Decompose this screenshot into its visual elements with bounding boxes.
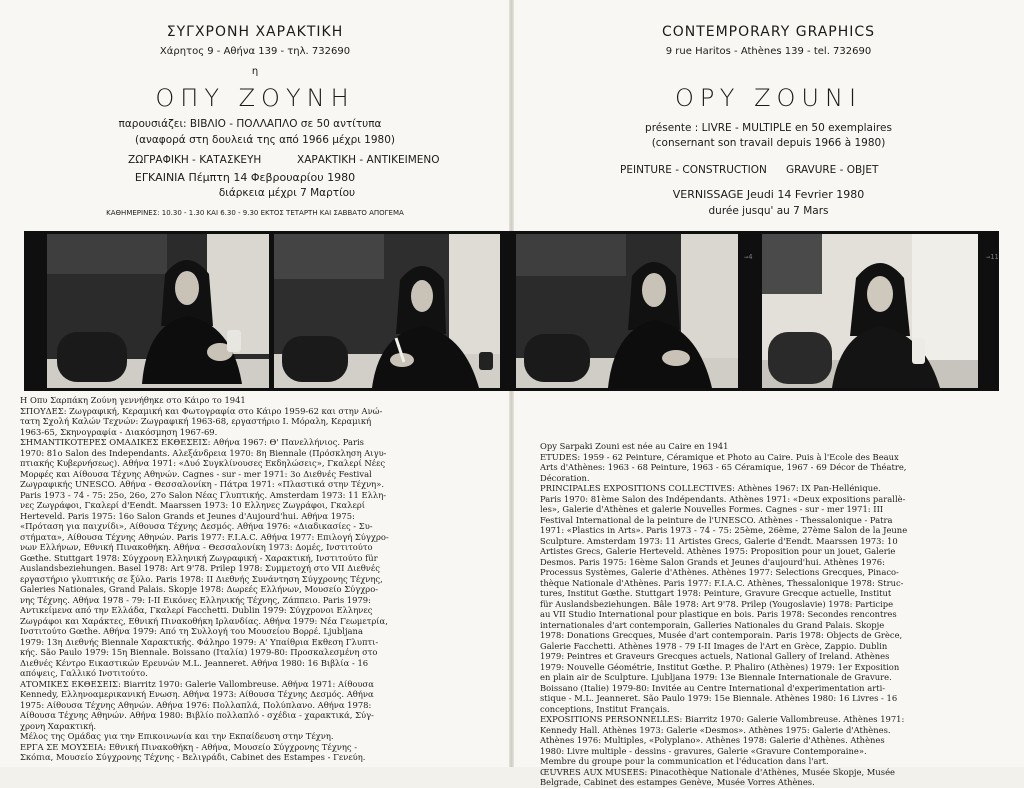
bio-line: EXPOSITIONS PERSONNELLES: Biarritz 1970: Galerie Vallombreuse. Athènes 1971: (540, 714, 905, 724)
bio-line: thèque Nationale d'Athènes. Paris 1977: F.I.A.C. Athènes, Thessalonique 1978: Struc- (540, 577, 904, 588)
present-line-french: présente : LIVRE - MULTIPLE en 50 exemplaires (645, 122, 892, 134)
bio-line: en plain air de Sculpture. Ljubljana 1979: 13e Biennale Internationale de Gravure. (540, 672, 892, 682)
bio-line: Belgrade, Cabinet des estampes Genève, Musée Vorres Athènes. (540, 777, 815, 787)
bio-line: 1980: Livre multiple - dessins - gravures, Galerie «Gravure Contemporaine». (540, 745, 867, 756)
biography-french (540, 441, 1000, 788)
bio-line: Αντικείμενα από την Ελλάδα, Γκαλερί Facchetti. Dublin 1979: Σύγχρονοι Ελληνες (20, 605, 373, 615)
bio-line: Σκόπια, Μουσείο Σύγχρονης Τέχνης - Βελιγράδι, Cabinet des Estampes - Γενεύη. (20, 752, 366, 762)
bio-line: Η Οπυ Σαρπάκη Ζούνη γεννήθηκε στο Κάιρο το 1941 (20, 395, 246, 405)
duration-french: durée jusqu' au 7 Mars (708, 205, 829, 217)
bio-line: ETUDES: 1959 - 62 Peinture, Céramique et Photo au Caire. Puis à l'Ecole des Beaux (540, 451, 899, 462)
bio-line: 1963-65, Σκηνογραφία - Διακόσμηση 1967-69. (20, 426, 218, 437)
bio-line: Paris 1973 - 74 - 75: 25o, 26o, 27o Salon Νέας Γλυπτικής. Amsterdam 1973: 11 Ελλη- (20, 489, 387, 500)
bio-line: Herteveld. Paris 1975: 16o Salon Grands et Jeunes d'Aujourd'hui. Αθήνα 1975: (20, 510, 355, 521)
bio-line: «Πρόταση για παιχνίδι», Αίθουσα Τέχνης Δεσμός. Αθήνα 1976: «Διαδικασίες - Συ- (20, 521, 373, 531)
bio-line: Ινστιτούτο Gœthe. Αθήνα 1979: Από τη Συλλογή του Μουσείου Βορρέ. Ljubljana (20, 626, 363, 636)
bio-line: ŒUVRES AUX MUSEES: Pinacothèque Nationale d'Athènes, Musée Skopje, Musée (540, 766, 895, 777)
opening-hours-greek: ΚΑΘΗΜΕΡΙΝΕΣ: 10.30 - 1.30 ΚΑΙ 6.30 - 9.30 ΕΚΤΟΣ ΤΕΤΑΡΤΗ ΚΑΙ ΣΑΒΒΑΤΟ ΑΠΟΓΕΜΑ (106, 209, 404, 217)
photo-frame-3 (516, 234, 738, 388)
bio-line: 1975: Αίθουσα Τέχνης Αθηνών. Αθήνα 1976: Πολλαπλά, Πολύπλανο. Αθήνα 1978: (20, 699, 372, 710)
bio-line: au VII Studio International pour plastique en bois. Paris 1978: Secondes rencontres (540, 609, 897, 619)
bio-line: Décoration. (540, 472, 590, 483)
duration-greek: διάρκεια μέχρι 7 Μαρτίου (218, 187, 356, 199)
bio-line: 1979: Nouvelle Géométrie, Institut Gœthe. P. Phaliro (Athènes) 1979: 1er Exposition (540, 661, 900, 672)
frame-mark: →4 (744, 253, 753, 261)
bio-line: ΕΡΓΑ ΣΕ ΜΟΥΣΕΙΑ: Εθνική Πινακοθήκη - Αθήνα, Μουσείο Σύγχρονης Τέχνης - (20, 741, 358, 752)
vernissage-french: VERNISSAGE Jeudi 14 Fevrier 1980 (672, 188, 865, 201)
bio-line: Galerie Facchetti. Athènes 1978 - 79 I-II Images de l'Art en Grèce, Zappio. Dublin (540, 640, 888, 651)
bio-line: Ζωγράφοι και Χαράκτες, Εθνική Πινακοθήκη Ιρλανδίας. Αθήνα 1979: Νέα Γεωμετρία, (20, 615, 388, 626)
bio-line: 1979: 13η Διεθνής Biennale Χαρακτικής. Φάληρο 1979: Α' Υπαίθρια Εκθεση Γλυπτι- (20, 636, 379, 647)
bio-line: Galeries Nationales, Grand Palais. Skopje 1978: Δωρεές Ελλήνων, Μουσείο Σύγχρο- (20, 584, 379, 594)
bio-line: PRINCIPALES EXPOSITIONS COLLECTIVES: Athènes 1967: IX Pan-Hellénique. (540, 483, 881, 493)
writing-icon (274, 234, 500, 388)
photo-frame-2 (274, 234, 500, 388)
artist-name-french: OPY ZOUNI (674, 84, 863, 112)
bio-line: κής. São Paulo 1979: 15η Biennale. Boissano (Ιταλία) 1979-80: Προσκαλεσμένη στο (20, 647, 378, 657)
bio-line: νων Ελλήνων, Εθνική Πινακοθήκη. Αθήνα - Θεσσαλονίκη 1973: Δομές, Ινστιτούτο (20, 542, 373, 552)
bio-line: internationales d'art contemporain, Galleries Nationales du Grand Palais. Skopje (540, 619, 885, 630)
bio-line: στήματα», Αίθουσα Τέχνης Αθηνών. Paris 1977: F.I.A.C. Αθήνα 1977: Επιλογή Σύγχρο- (20, 531, 389, 542)
bio-line: Opy Sarpaki Zouni est née au Caire en 1941 (540, 441, 729, 451)
opening-greek: ΕΓΚΑΙΝΙΑ Πέμπτη 14 Φεβρουαρίου 1980 (134, 171, 356, 184)
bio-line: Festival International de la peinture de l'UNESCO. Athènes - Thessalonique - Patra (540, 514, 893, 525)
medium-a-french: PEINTURE - CONSTRUCTION (620, 164, 767, 176)
bio-line: τατη Σχολή Καλών Τεχνών: Ζωγραφική 1963-68, εργαστήριο Ι. Μόραλη, Κεραμική (20, 416, 372, 426)
bio-line: Διεθνές Κέντρο Εικαστικών Ερευνών M.L. Jeanneret. Αθήνα 1980: 16 Βιβλία - 16 (20, 657, 369, 668)
bio-line: ΣΗΜΑΝΤΙΚΟΤΕΡΕΣ ΟΜΑΔΙΚΕΣ ΕΚΘΕΣΕΙΣ: Αθήνα 1967: Θ' Πανελλήνιος. Paris (20, 437, 364, 447)
bio-line: ΑΤΟΜΙΚΕΣ ΕΚΘΕΣΕΙΣ: Biarritz 1970: Galerie Vallombreuse. Αθήνα 1971: Αίθουσα (20, 678, 374, 689)
bio-line: Artistes Grecs, Galerie Herteveld. Athènes 1975: Proposition pour un jouet, Galerie (540, 546, 896, 556)
bio-line: Arts d'Athènes: 1963 - 68 Peinture, 1963 - 65 Céramique, 1967 - 69 Décor de Théatre, (540, 462, 907, 472)
gallery-address-french: 9 rue Haritos - Athènes 139 - tel. 732690 (665, 46, 872, 57)
bio-line: Μορφές και Αίθουσα Τέχνης Αθηνών. Cagnes - sur - mer 1971: 3o Διεθνές Festival (20, 468, 372, 479)
bio-line: Processus Systèmes, Galerie d'Athènes. Athènes 1977: Selections Grecques, Pinaco- (540, 567, 899, 577)
medium-b-french: GRAVURE - OBJET (786, 164, 879, 176)
photo-frame-4 (762, 234, 978, 388)
bio-line: Kennedy, Ελληνοαμερικανική Ενωση. Αθήνα 1973: Αίθουσα Τέχνης Δεσμός. Αθήνα (20, 689, 374, 699)
medium-b-greek: ΧΑΡΑΚΤΙΚΗ - ΑΝΤΙΚΕΙΜΕΝΟ (297, 154, 440, 166)
photo-frame-1 (47, 234, 269, 388)
bio-line: εργαστήριο γλυπτικής σε ξύλο. Paris 1978: ΙΙ Διεθνής Συνάντηση Σύγχρονης Τέχνης, (20, 573, 383, 584)
gallery-name-greek: ΣΥΓΧΡΟΝΗ ΧΑΡΑΚΤΙΚΗ (166, 24, 344, 40)
bio-line: Auslandsbeziehungen. Basel 1978: Art 9'78. Prilep 1978: Συμμετοχή στο VII Διεθνές (20, 563, 380, 573)
bio-line: Kennedy Hall. Athènes 1973: Galerie «Desmos». Athènes 1975: Galerie d'Athènes. (540, 724, 891, 735)
connector-word: η (251, 66, 259, 77)
bio-line: conceptions, Institut Français. (540, 703, 670, 714)
bio-line: απόψεις, Γαλλικό Ινστιτούτο. (20, 668, 148, 678)
biography-greek (20, 395, 500, 763)
bio-line: χρονη Χαρακτική. (20, 720, 97, 731)
gallery-address-greek: Χάρητος 9 - Αθήνα 139 - τηλ. 732690 (159, 46, 351, 57)
bio-line: stique - M.L. Jeanneret. São Paulo 1979: 15e Biennale. Athènes 1980: 16 Livres - 16 (540, 693, 898, 703)
portrait-icon (516, 234, 738, 388)
bio-line: 1978: Donations Grecques, Musée d'art contemporain. Paris 1978: Objects de Grèce, (540, 630, 903, 640)
bio-line: Boissano (Italie) 1979-80: Invitée au Centre International d'experimentation arti- (540, 682, 886, 693)
medium-a-greek: ΖΩΓΡΑΦΙΚΗ - ΚΑΤΑΣΚΕΥΗ (128, 154, 262, 166)
bio-line: Μέλος της Ομάδας για την Επικοινωνία και την Εκπαίδευση στην Τέχνη. (20, 731, 334, 741)
bio-line: les», Galerie d'Athènes et galerie Nouvelles Formes. Cagnes - sur - mer 1971: III (540, 504, 884, 514)
bio-line: Membre du groupe pour la communication et l'éducation dans l'art. (540, 756, 829, 766)
work-line-french: (consernant son travail depuis 1966 à 1980) (651, 137, 886, 149)
bio-line: 1979: Peintres et Graveurs Grecques actuels, National Gallery of Ireland. Athènes (540, 651, 890, 661)
bio-line: Athènes 1976: Multiples, «Polyplano». Athènes 1978: Galerie d'Athènes. Athènes (540, 735, 885, 745)
bio-line: 1970: 81o Salon des Independants. Αλεξάνδρεια 1970: 8η Biennale (Πρόσκληση Αιγυ- (20, 447, 387, 458)
bio-line: ΣΠΟΥΔΕΣ: Ζωγραφική, Κεραμική και Φωτογραφία στο Κάιρο 1959-62 και στην Ανώ- (20, 405, 383, 416)
smiling-portrait-icon (762, 234, 978, 388)
bio-line: πτιακής Κυβερνήσεως). Αθήνα 1971: «Δυό Συγκλίνουσες Εκδηλώσεις», Γκαλερί Νέες (20, 458, 386, 468)
bio-line: νης Τέχνης. Αθήνα 1978 - 79: Ι-ΙΙ Εικόνες Ελληνικής Τέχνης, Ζάππειο. Paris 1979: (20, 594, 371, 605)
bio-line: 1971: «Plastics in Arts». Paris 1973 - 74 - 75: 25ème, 26ème, 27ème Salon de la Jeune (540, 525, 908, 535)
bio-line: Αίθουσα Τέχνης Αθηνών. Αθήνα 1980: Βιβλίο πολλαπλό - σχέδια - χαρακτικά, Σύγ- (20, 710, 374, 720)
frame-mark: →11 (986, 253, 999, 261)
bio-line: Gœthe. Stuttgart 1978: Σύγχρονη Ελληνική Ζωγραφική - Χαρακτική, Ινστιτούτο für (20, 552, 378, 563)
bio-line: νες Ζωγράφοι, Γκαλερί d'Eendt. Maarssen 1973: 10 Ελληνες Ζωγράφοι, Γκαλερί (20, 500, 366, 510)
film-strip (24, 231, 999, 391)
bio-line: tures, Institut Gœthe. Stuttgart 1978: Peinture, Gravure Grecque actuelle, Institut (540, 588, 892, 598)
artist-name-greek: ΟΠΥ ΖΟΥΝΗ (155, 84, 355, 112)
bio-line: Ζωγραφικής UNESCO. Αθήνα - Θεσσαλονίκη - Πάτρα 1971: «Πλαστικά στην Τέχνη». (20, 479, 384, 489)
bio-line: Paris 1970: 81ème Salon des Indépendants. Athènes 1971: «Deux expositions parallè- (540, 493, 906, 504)
work-line-greek: (αναφορά στη δουλειά της από 1966 μέχρι 1980) (134, 134, 396, 146)
bio-line: Desmos. Paris 1975: 16ème Salon Grands et Jeunes d'aujourd'hui. Athènes 1976: (540, 556, 885, 567)
portrait-icon (47, 234, 269, 388)
present-line-greek: παρουσιάζει: ΒΙΒΛΙΟ - ΠΟΛΛΑΠΛΟ σε 50 αντίτυπα (118, 118, 382, 130)
bio-line: Sculpture. Amsterdam 1973: 11 Artistes Grecs, Galerie d'Eendt. Maarssen 1973: 10 (540, 535, 898, 546)
bio-line: für Auslandsbeziehungen. Bâle 1978: Art 9'78. Prilep (Yougoslavie) 1978: Participe (540, 598, 894, 609)
gallery-name-french: CONTEMPORARY GRAPHICS (661, 24, 876, 40)
